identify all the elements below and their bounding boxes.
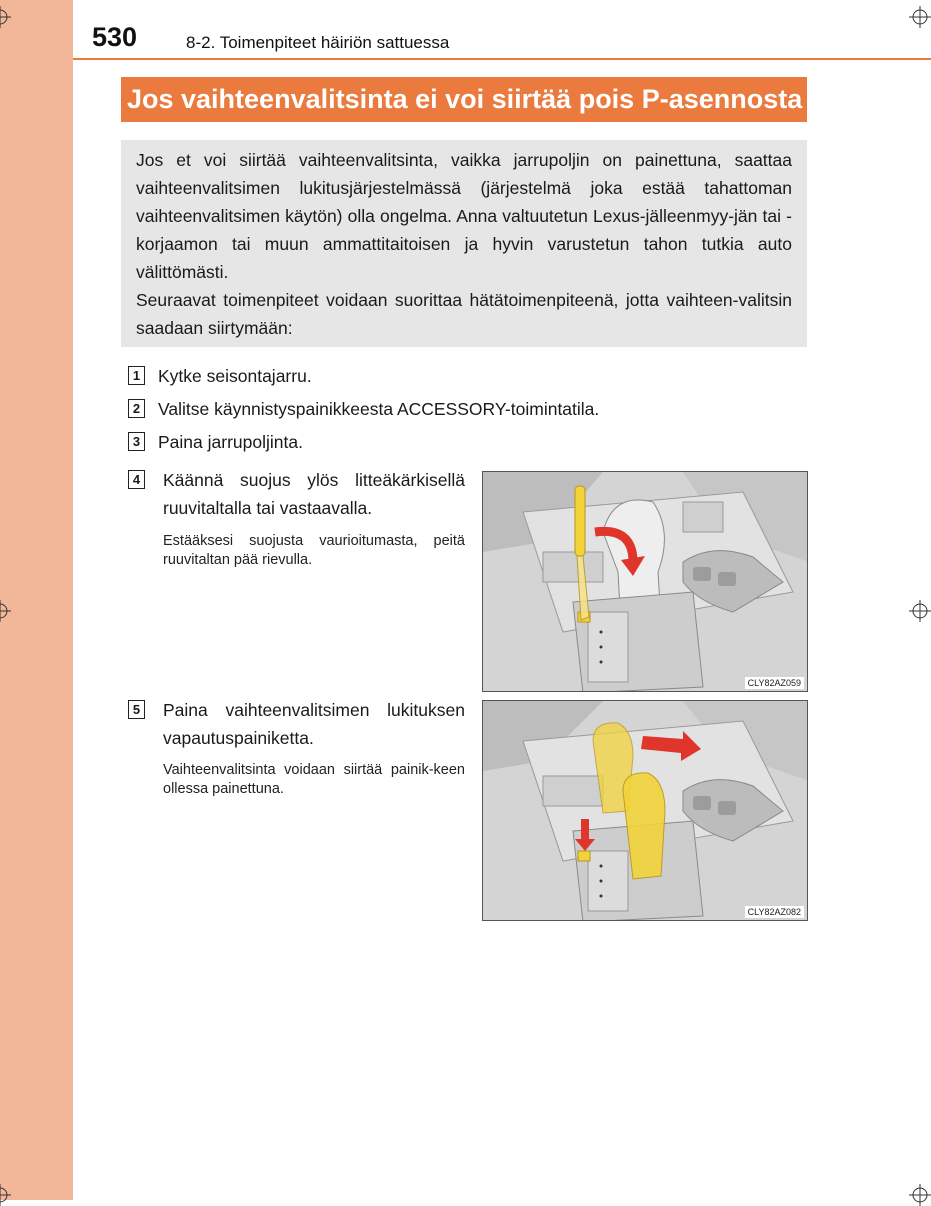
step-number-badge: 4 [128,470,145,489]
registration-mark-icon [0,6,11,28]
figure-code: CLY82AZ082 [745,906,804,918]
step-number-badge: 2 [128,399,145,418]
step-number-badge: 5 [128,700,145,719]
step-text: Valitse käynnistyspainikkeesta ACCESSORY-toimintatila. [158,399,600,419]
step-1 [128,362,312,390]
step-note: Vaihteenvalitsinta voidaan siirtää painik-keen ollessa painettuna. [163,762,465,797]
intro-paragraph: Seuraavat toimenpiteet voidaan suorittaa hätätoimenpiteenä, jotta vaihteen-valitsin saadaan siirtymään: [136,290,792,338]
registration-mark-icon [909,6,931,28]
step-text: Käännä suojus ylös litteäkärkisellä ruuvitaltalla tai vastaavalla. [163,470,465,518]
figure-code: CLY82AZ059 [745,677,804,689]
shift-console-illustration [483,472,808,692]
step-2 [128,395,599,423]
step-text: Paina jarrupoljinta. [158,432,303,452]
figure-shift-lock-release [482,700,808,921]
registration-mark-icon [0,1184,11,1206]
intro-box [121,140,807,347]
header-rule [73,58,931,60]
step-number-badge: 3 [128,432,145,451]
section-reference: 8-2. Toimenpiteet häiriön sattuessa [186,33,450,52]
page-number: 530 [92,22,138,52]
figure-screwdriver-cover [482,471,808,692]
step-number-badge: 1 [128,366,145,385]
registration-mark-icon [909,1184,931,1206]
step-note: Estääksesi suojusta vaurioitumasta, peitä ruuvitaltan pää rievulla. [163,533,465,568]
step-text: Kytke seisontajarru. [158,366,312,386]
step-text: Paina vaihteenvalitsimen lukituksen vapautuspainiketta. [163,700,465,748]
step-5 [128,696,158,724]
step-4 [128,466,158,494]
step-3 [128,428,303,456]
intro-paragraph: Jos et voi siirtää vaihteenvalitsinta, vaikka jarrupoljin on painettuna, saattaa vaihteenvalitsimen lukitusjärjestelmässä (järjestelmä joka estää tahattoman vaihteenvalitsimen käytön) olla ongelma. Anna valtuutetun Lexus-jälleenmyy-jän tai -korjaamon tai muun ammattitaitoisen ja hyvin varustetun tahon tutkia auto välittömästi. [136,150,792,282]
registration-mark-icon [0,600,11,622]
section-title: Jos vaihteenvalitsinta ei voi siirtää pois P-asennosta [121,77,807,122]
registration-mark-icon [909,600,931,622]
shift-lock-illustration [483,701,808,921]
